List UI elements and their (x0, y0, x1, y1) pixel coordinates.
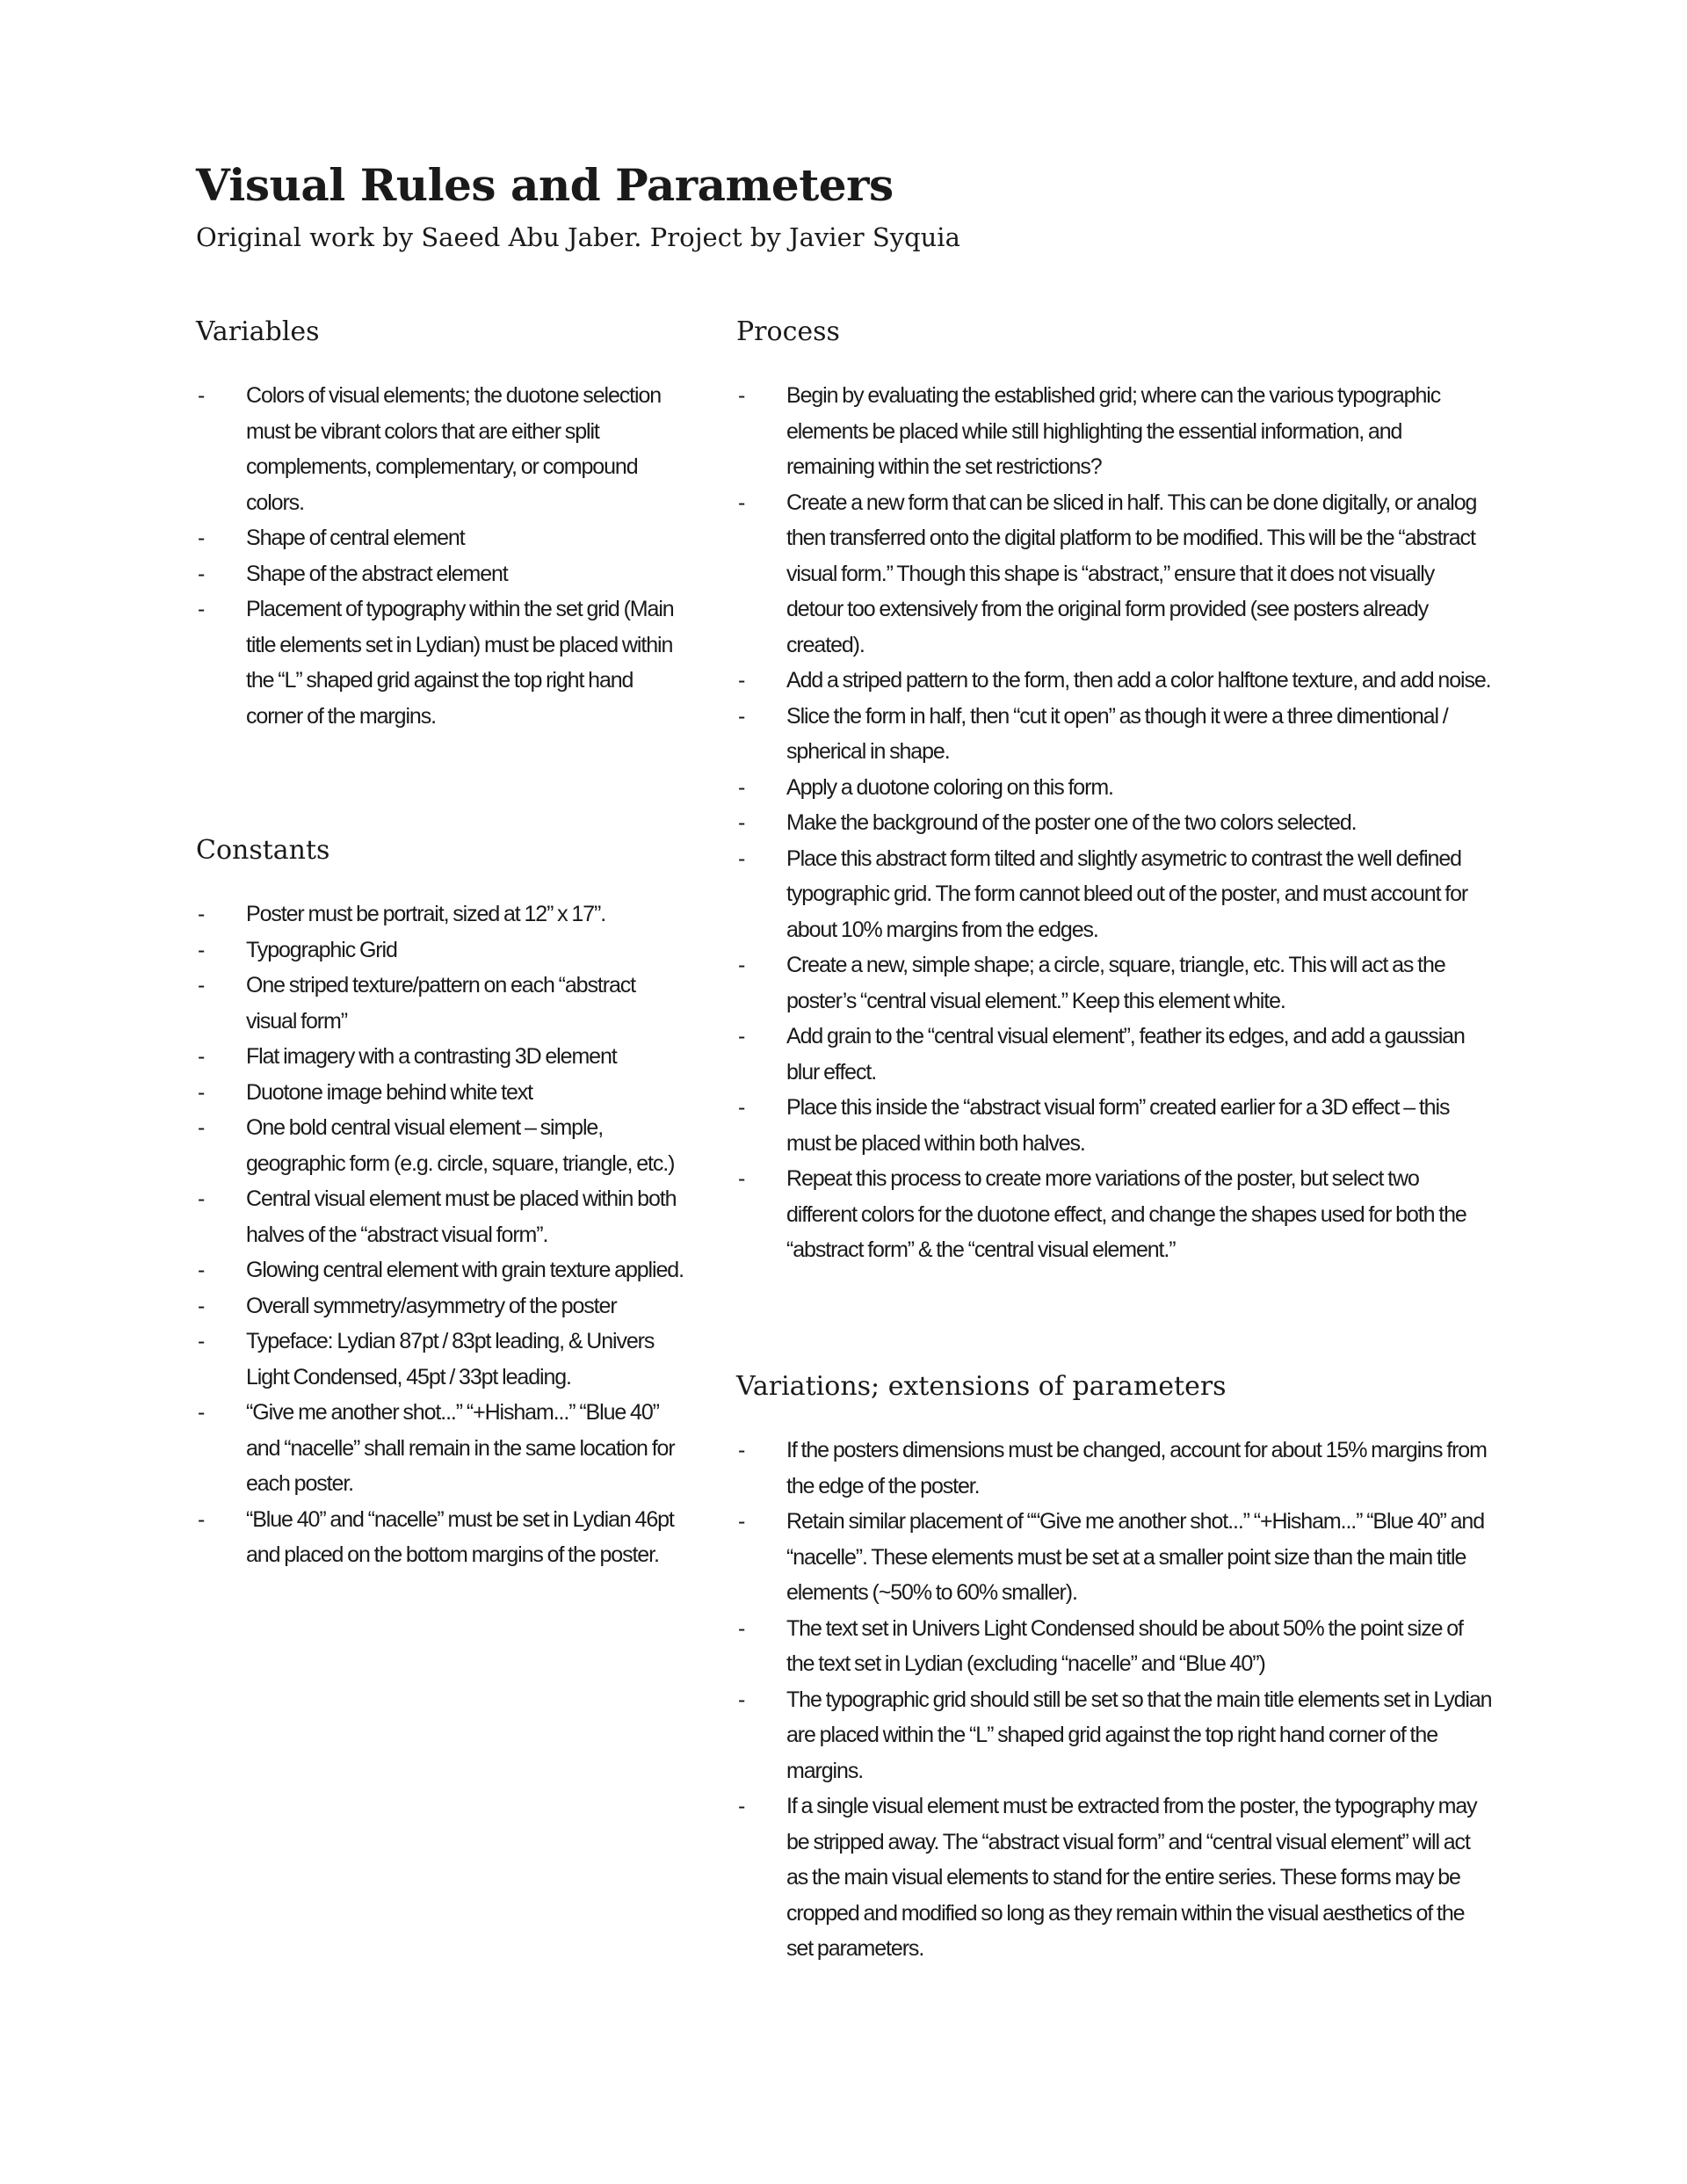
bullet-dash: - (738, 1438, 745, 1462)
bullet-dash: - (198, 1186, 205, 1211)
list-item (196, 1288, 688, 1324)
bullet-dash: - (198, 526, 205, 550)
bullet-dash: - (198, 902, 205, 926)
list-item-text: “Blue 40” and “nacelle” must be set in Lydian 46pt and placed on the bottom margins of the poster. (246, 1506, 674, 1567)
list-item (196, 1395, 688, 1502)
list-item (196, 1324, 688, 1395)
list-item (736, 770, 1492, 806)
list-item-text: Placement of typography within the set grid (Main title elements set in Lydian) must be placed within the “L” shaped grid against the top right hand corner of the margins. (246, 597, 674, 729)
list-item-text: Retain similar placement of ““Give me another shot...” “+Hisham...” “Blue 40” and “nacelle”. These elements must be set at a smaller point size than the main title elements (~50% to 60% smaller). (786, 1509, 1485, 1605)
list-item (196, 520, 688, 556)
constants-heading: Constants (196, 835, 330, 866)
variables-heading: Variables (196, 316, 320, 347)
list-item-text: The typographic grid should still be set so that the main title elements set in Lydian are placed within the “L” shaped grid against the top right hand corner of the margins. (786, 1687, 1492, 1783)
list-item-text: Glowing central element with grain texture applied. (246, 1258, 684, 1282)
list-item (196, 1181, 688, 1252)
bullet-dash: - (738, 1687, 745, 1712)
list-item-text: “Give me another shot...” “+Hisham...” “Blue 40” and “nacelle” shall remain in the same location for each poster. (246, 1400, 675, 1496)
list-item (736, 699, 1492, 770)
bullet-dash: - (738, 1024, 745, 1048)
bullet-dash: - (738, 703, 745, 729)
bullet-dash: - (198, 973, 205, 998)
bullet-dash: - (198, 383, 205, 408)
bullet-dash: - (198, 1115, 205, 1140)
list-item (736, 1504, 1492, 1611)
list-item (736, 1090, 1492, 1161)
bullet-dash: - (198, 1079, 205, 1105)
list-item (736, 1682, 1492, 1789)
list-item (196, 1075, 688, 1111)
bullet-dash: - (198, 1293, 205, 1318)
list-item (196, 1110, 688, 1181)
list-item (736, 1019, 1492, 1090)
list-item-text: Flat imagery with a contrasting 3D element (246, 1044, 617, 1069)
list-item (736, 805, 1492, 841)
list-item-text: Begin by evaluating the established grid; where can the various typographic elements be placed while still highlighting the essential information, and remaining within the set restrictions? (786, 383, 1441, 479)
bullet-dash: - (738, 1509, 745, 1534)
list-item-text: Add grain to the “central visual element”, feather its edges, and add a gaussian blur effect. (786, 1024, 1465, 1085)
bullet-dash: - (738, 668, 745, 693)
list-item-text: Central visual element must be placed within both halves of the “abstract visual form”. (246, 1186, 677, 1247)
bullet-dash: - (198, 561, 205, 586)
process-section (736, 316, 1492, 1268)
list-item-text: Apply a duotone coloring on this form. (786, 774, 1113, 800)
list-item (736, 947, 1492, 1019)
list-item (736, 1161, 1492, 1268)
process-list (736, 378, 1492, 1268)
list-item (196, 968, 688, 1039)
list-item-text: Make the background of the poster one of the two colors selected. (786, 810, 1357, 835)
bullet-dash: - (198, 1506, 205, 1532)
variations-section (736, 1371, 1492, 1967)
list-item-text: Create a new form that can be sliced in half. This can be done digitally, or analog then transferred onto the digital platform to be modified. This will be the “abstract visual form.” Though this shape is “abstract,” ensure that it does not visually detour too extensively from the original form provided (see posters already created). (786, 490, 1477, 657)
list-item-text: Create a new, simple shape; a circle, square, triangle, etc. This will act as the poster’s “central visual element.” Keep this element white. (786, 953, 1445, 1013)
bullet-dash: - (198, 1329, 205, 1353)
variables-section (196, 316, 688, 734)
list-item-text: Overall symmetry/asymmetry of the poster (246, 1293, 617, 1318)
list-item-text: If the posters dimensions must be changed, account for about 15% margins from the edge of the poster. (786, 1438, 1487, 1498)
constants-list (196, 896, 688, 1573)
page-title: Visual Rules and Parameters (196, 159, 894, 211)
list-item-text: Slice the form in half, then “cut it open” as though it were a three dimentional / spherical in shape. (786, 703, 1448, 764)
variations-heading: Variations; extensions of parameters (736, 1371, 1227, 1402)
constants-section (196, 835, 688, 1573)
bullet-dash: - (738, 953, 745, 977)
page-subtitle: Original work by Saeed Abu Jaber. Project by Javier Syquia (196, 222, 960, 252)
bullet-dash: - (738, 810, 745, 835)
list-item-text: Shape of the abstract element (246, 561, 508, 586)
list-item-text: Colors of visual elements; the duotone selection must be vibrant colors that are either split complements, complementary, or compound colors. (246, 383, 662, 515)
list-item-text: Poster must be portrait, sized at 12” x 17”. (246, 902, 606, 926)
bullet-dash: - (738, 383, 745, 408)
bullet-dash: - (738, 845, 745, 871)
list-item (196, 556, 688, 592)
bullet-dash: - (738, 774, 745, 800)
list-item (736, 1789, 1492, 1967)
bullet-dash: - (738, 1794, 745, 1818)
bullet-dash: - (198, 597, 205, 621)
variables-list (196, 378, 688, 734)
list-item-text: Repeat this process to create more variations of the poster, but select two different colors for the duotone effect, and change the shapes used for both the “abstract form” & the “central visual element.” (786, 1166, 1466, 1262)
list-item (736, 1611, 1492, 1682)
bullet-dash: - (738, 1615, 745, 1641)
variations-list (736, 1433, 1492, 1967)
list-item (196, 896, 688, 932)
list-item (736, 485, 1492, 664)
bullet-dash: - (738, 490, 745, 515)
list-item-text: Place this inside the “abstract visual form” created earlier for a 3D effect – this must be placed within both halves. (786, 1095, 1450, 1156)
list-item-text: If a single visual element must be extracted from the poster, the typography may be stripped away. The “abstract visual form” and “central visual element” will act as the main visual elements to stand for the entire series. These forms may be cropped and modified so long as they remain within the visual aesthetics of the set parameters. (786, 1794, 1477, 1961)
list-item-text: Shape of central element (246, 526, 465, 550)
bullet-dash: - (198, 1044, 205, 1069)
list-item (736, 663, 1492, 699)
list-item-text: Add a striped pattern to the form, then add a color halftone texture, and add noise. (786, 668, 1491, 693)
list-item-text: One bold central visual element – simple, geographic form (e.g. circle, square, triangle, etc.) (246, 1115, 675, 1176)
bullet-dash: - (198, 1400, 205, 1425)
list-item-text: Duotone image behind white text (246, 1079, 533, 1105)
bullet-dash: - (738, 1166, 745, 1191)
list-item-text: Typographic Grid (246, 937, 397, 962)
list-item-text: Place this abstract form tilted and slightly asymetric to contrast the well defined typographic grid. The form cannot bleed out of the poster, and must account for about 10% margins from the edges. (786, 845, 1468, 942)
list-item-text: The text set in Univers Light Condensed should be about 50% the point size of the text set in Lydian (excluding “nacelle” and “Blue 40”) (786, 1615, 1463, 1676)
list-item (196, 932, 688, 969)
list-item-text: Typeface: Lydian 87pt / 83pt leading, & Univers Light Condensed, 45pt / 33pt leading. (246, 1329, 655, 1389)
list-item (196, 378, 688, 520)
list-item-text: One striped texture/pattern on each “abstract visual form” (246, 973, 635, 1034)
list-item (196, 1252, 688, 1288)
list-item (196, 1502, 688, 1573)
list-item (736, 378, 1492, 485)
bullet-dash: - (198, 937, 205, 962)
list-item (196, 1039, 688, 1075)
list-item (736, 841, 1492, 948)
process-heading: Process (736, 316, 840, 347)
list-item (196, 591, 688, 734)
bullet-dash: - (198, 1258, 205, 1282)
list-item (736, 1433, 1492, 1504)
bullet-dash: - (738, 1095, 745, 1120)
